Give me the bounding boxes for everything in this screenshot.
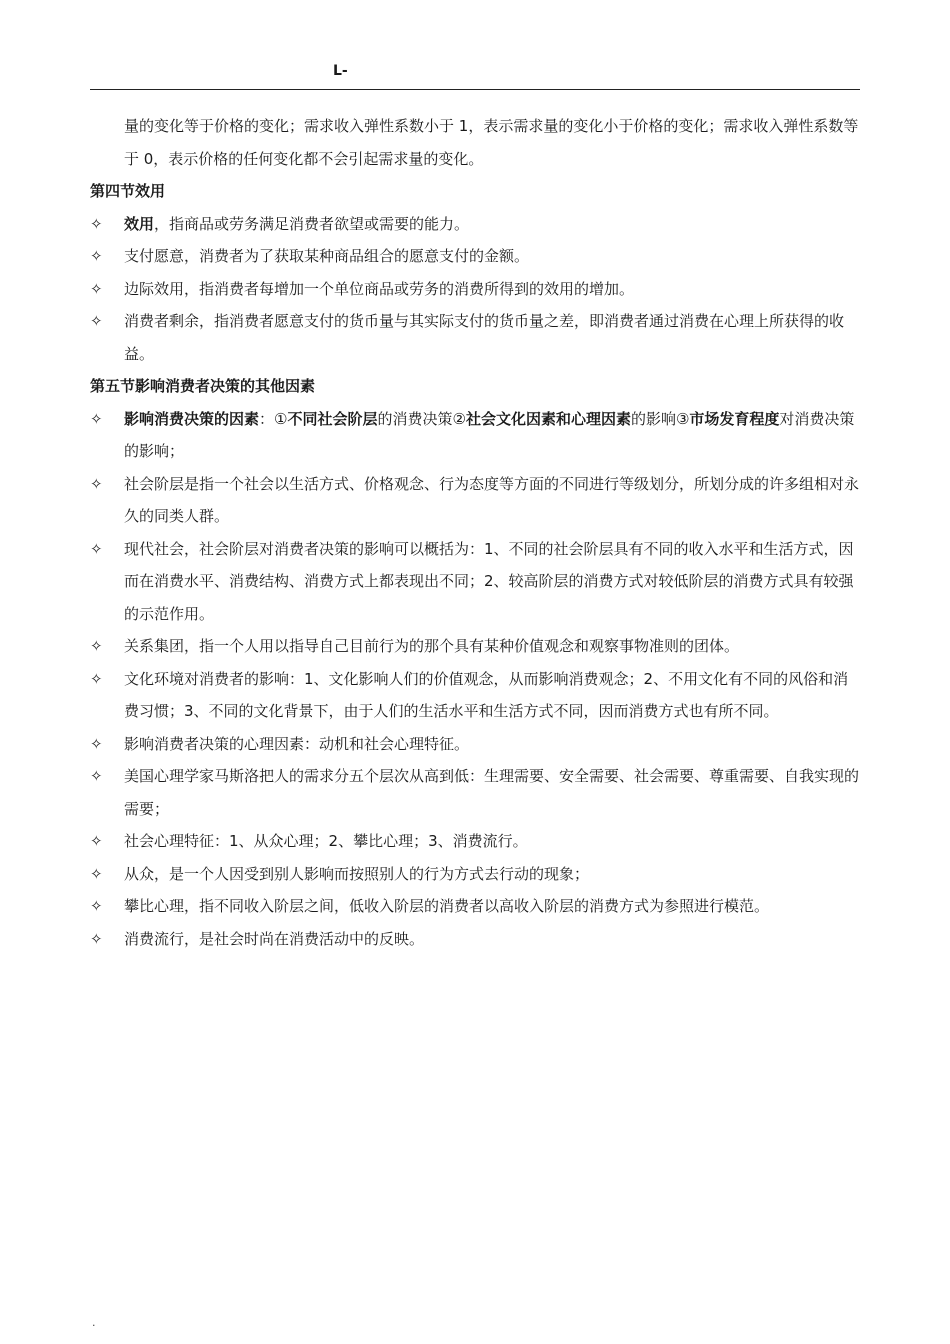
item-text: 从众，是一个人因受到别人影响而按照别人的行为方式去行动的现象； [124,864,590,883]
item-text: 的影响③ [630,409,690,428]
diamond-bullet-icon: ✧ [90,214,103,233]
item-text: 美国心理学家马斯洛把人的需求分五个层次从高到低：生理需要、安全需要、社会需要、尊重需要、自我实现的需要； [124,767,860,818]
list-item [90,403,860,468]
item-text: 对消费决策的影响； [124,409,855,460]
item-text: 的消费决策② [377,409,466,428]
list-item [90,273,860,306]
term-bold: 市场发育程度 [689,409,780,428]
continuation-paragraph: 量的变化等于价格的变化；需求收入弹性系数小于 1，表示需求量的变化小于价格的变化；需求收入弹性系数等于 0，表示价格的任何变化都不会引起需求量的变化。 [124,117,859,168]
section-4-title: 第四节效用 [90,182,166,200]
diamond-bullet-icon: ✧ [90,279,103,298]
diamond-bullet-icon: ✧ [90,409,103,428]
list-item [90,468,860,533]
list-item [90,890,860,923]
diamond-bullet-icon: ✧ [90,734,103,753]
item-text: 文化环境对消费者的影响：1、文化影响人们的价值观念，从而影响消费观念；2、不用文化有不同的风俗和消费习惯；3、不同的文化背景下，由于人们的生活水平和生活方式不同，因而消费方式也有所不同。 [124,669,849,720]
item-text: 影响消费者决策的心理因素：动机和社会心理特征。 [124,734,470,753]
header-rule [90,89,860,90]
section-5-title: 第五节影响消费者决策的其他因素 [90,377,316,395]
diamond-bullet-icon: ✧ [90,929,103,948]
diamond-bullet-icon: ✧ [90,637,103,655]
item-text: 社会阶层是指一个社会以生活方式、价格观念、行为态度等方面的不同进行等级划分，所划分成的许多组相对永久的同类人群。 [124,474,860,525]
diamond-bullet-icon: ✧ [90,767,103,785]
diamond-bullet-icon: ✧ [90,669,103,688]
list-item [90,630,860,663]
diamond-bullet-icon: ✧ [90,312,103,330]
item-text: ：① [259,409,288,428]
list-item [90,533,860,631]
item-text: ，指商品或劳务满足消费者欲望或需要的能力。 [154,214,470,233]
list-item [90,305,860,370]
diamond-bullet-icon: ✧ [90,864,103,883]
list-item [90,728,860,761]
diamond-bullet-icon: ✧ [90,539,103,558]
list-item [90,760,860,825]
list-item [90,663,860,728]
list-item [90,825,860,858]
item-text: 现代社会，社会阶层对消费者决策的影响可以概括为：1、不同的社会阶层具有不同的收入水平和生活方式，因而在消费水平、消费结构、消费方式上都表现出不同；2、较高阶层的消费方式对较低阶层的消费方式具有较强的示范作用。 [124,539,854,623]
diamond-bullet-icon: ✧ [90,832,103,850]
term-bold: 社会文化因素和心理因素 [465,409,631,428]
term-bold: 影响消费决策的因素 [124,409,260,428]
item-text: 攀比心理，指不同收入阶层之间，低收入阶层的消费者以高收入阶层的消费方式为参照进行模范。 [124,897,770,915]
term-bold: 效用 [124,214,155,233]
list-item [90,240,860,273]
footer-mark: . [92,1316,96,1329]
list-item [90,858,860,891]
item-text: 消费流行，是社会时尚在消费活动中的反映。 [124,929,425,948]
diamond-bullet-icon: ✧ [90,247,103,265]
item-text: 支付愿意，消费者为了获取某种商品组合的愿意支付的金额。 [124,247,530,265]
term-bold: 不同社会阶层 [287,409,378,428]
item-text: 社会心理特征：1、从众心理；2、攀比心理；3、消费流行。 [124,832,528,850]
document-body [90,110,860,955]
list-item [90,208,860,241]
item-text: 消费者剩余，指消费者愿意支付的货币量与其实际支付的货币量之差，即消费者通过消费在心理上所获得的收益。 [124,312,845,363]
item-text: 边际效用，指消费者每增加一个单位商品或劳务的消费所得到的效用的增加。 [124,279,635,298]
list-item [90,923,860,956]
diamond-bullet-icon: ✧ [90,897,103,915]
item-text: 关系集团，指一个人用以指导自己目前行为的那个具有某种价值观念和观察事物准则的团体。 [124,637,740,655]
diamond-bullet-icon: ✧ [90,474,103,493]
header-mark: L- [333,63,348,79]
